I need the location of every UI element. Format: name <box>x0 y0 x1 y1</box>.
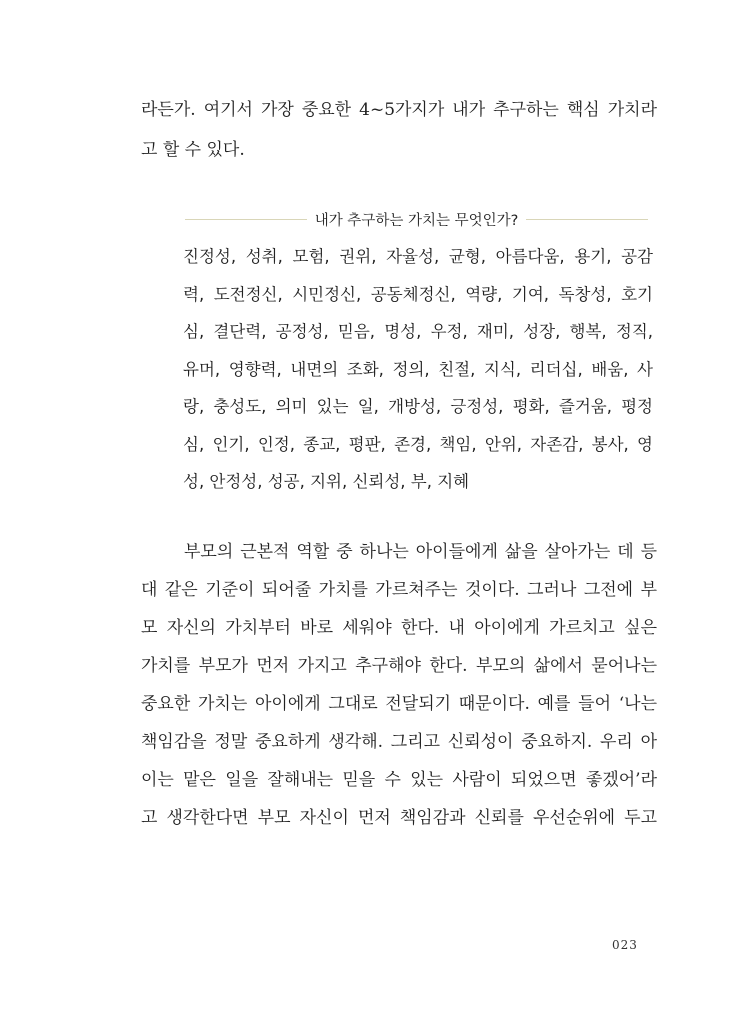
paragraph-line: 대 같은 기준이 되어줄 가치를 가르쳐주는 것이다. 그러나 그전에 부 <box>141 580 657 600</box>
values-line: 진정성, 성취, 모험, 권위, 자율성, 균형, 아름다움, 용기, 공감 <box>183 247 653 266</box>
values-line: 심, 인기, 인정, 종교, 평판, 존경, 책임, 안위, 자존감, 봉사, 영 <box>183 435 653 454</box>
paragraph-line: 책임감을 정말 중요하게 생각해. 그리고 신뢰성이 중요하지. 우리 아 <box>141 732 657 752</box>
page-number: 023 <box>612 938 638 952</box>
paragraph-line: 고 생각한다면 부모 자신이 먼저 책임감과 신뢰를 우선순위에 두고 <box>141 808 657 828</box>
paragraph-line: 중요한 가치는 아이에게 그대로 전달되기 때문이다. 예를 들어 ‘나는 <box>141 694 657 714</box>
values-box-heading-row <box>185 208 648 230</box>
values-line: 성, 안정성, 성공, 지위, 신뢰성, 부, 지혜 <box>183 472 470 491</box>
paragraph-line: 모 자신의 가치부터 바로 세워야 한다. 내 아이에게 가르치고 싶은 <box>141 618 657 638</box>
values-box-heading: 내가 추구하는 가치는 무엇인가? <box>314 212 519 229</box>
values-line: 유머, 영향력, 내면의 조화, 정의, 친절, 지식, 리더십, 배움, 사 <box>183 360 653 379</box>
heading-rule-right <box>526 219 648 220</box>
values-line: 심, 결단력, 공정성, 믿음, 명성, 우정, 재미, 성장, 행복, 정직, <box>183 322 653 341</box>
paragraph-line: 이는 맡은 일을 잘해내는 믿을 수 있는 사람이 되었으면 좋겠어’라 <box>141 770 657 790</box>
intro-line: 라든가. 여기서 가장 중요한 4~5가지가 내가 추구하는 핵심 가치라 <box>141 100 657 120</box>
values-line: 력, 도전정신, 시민정신, 공동체정신, 역량, 기여, 독창성, 호기 <box>183 285 653 304</box>
paragraph-line: 부모의 근본적 역할 중 하나는 아이들에게 삶을 살아가는 데 등 <box>184 542 657 562</box>
paragraph-line: 가치를 부모가 먼저 가지고 추구해야 한다. 부모의 삶에서 묻어나는 <box>141 656 657 676</box>
intro-line: 고 할 수 있다. <box>141 140 245 160</box>
heading-rule-left <box>185 219 307 220</box>
values-line: 랑, 충성도, 의미 있는 일, 개방성, 긍정성, 평화, 즐거움, 평정 <box>183 397 653 416</box>
